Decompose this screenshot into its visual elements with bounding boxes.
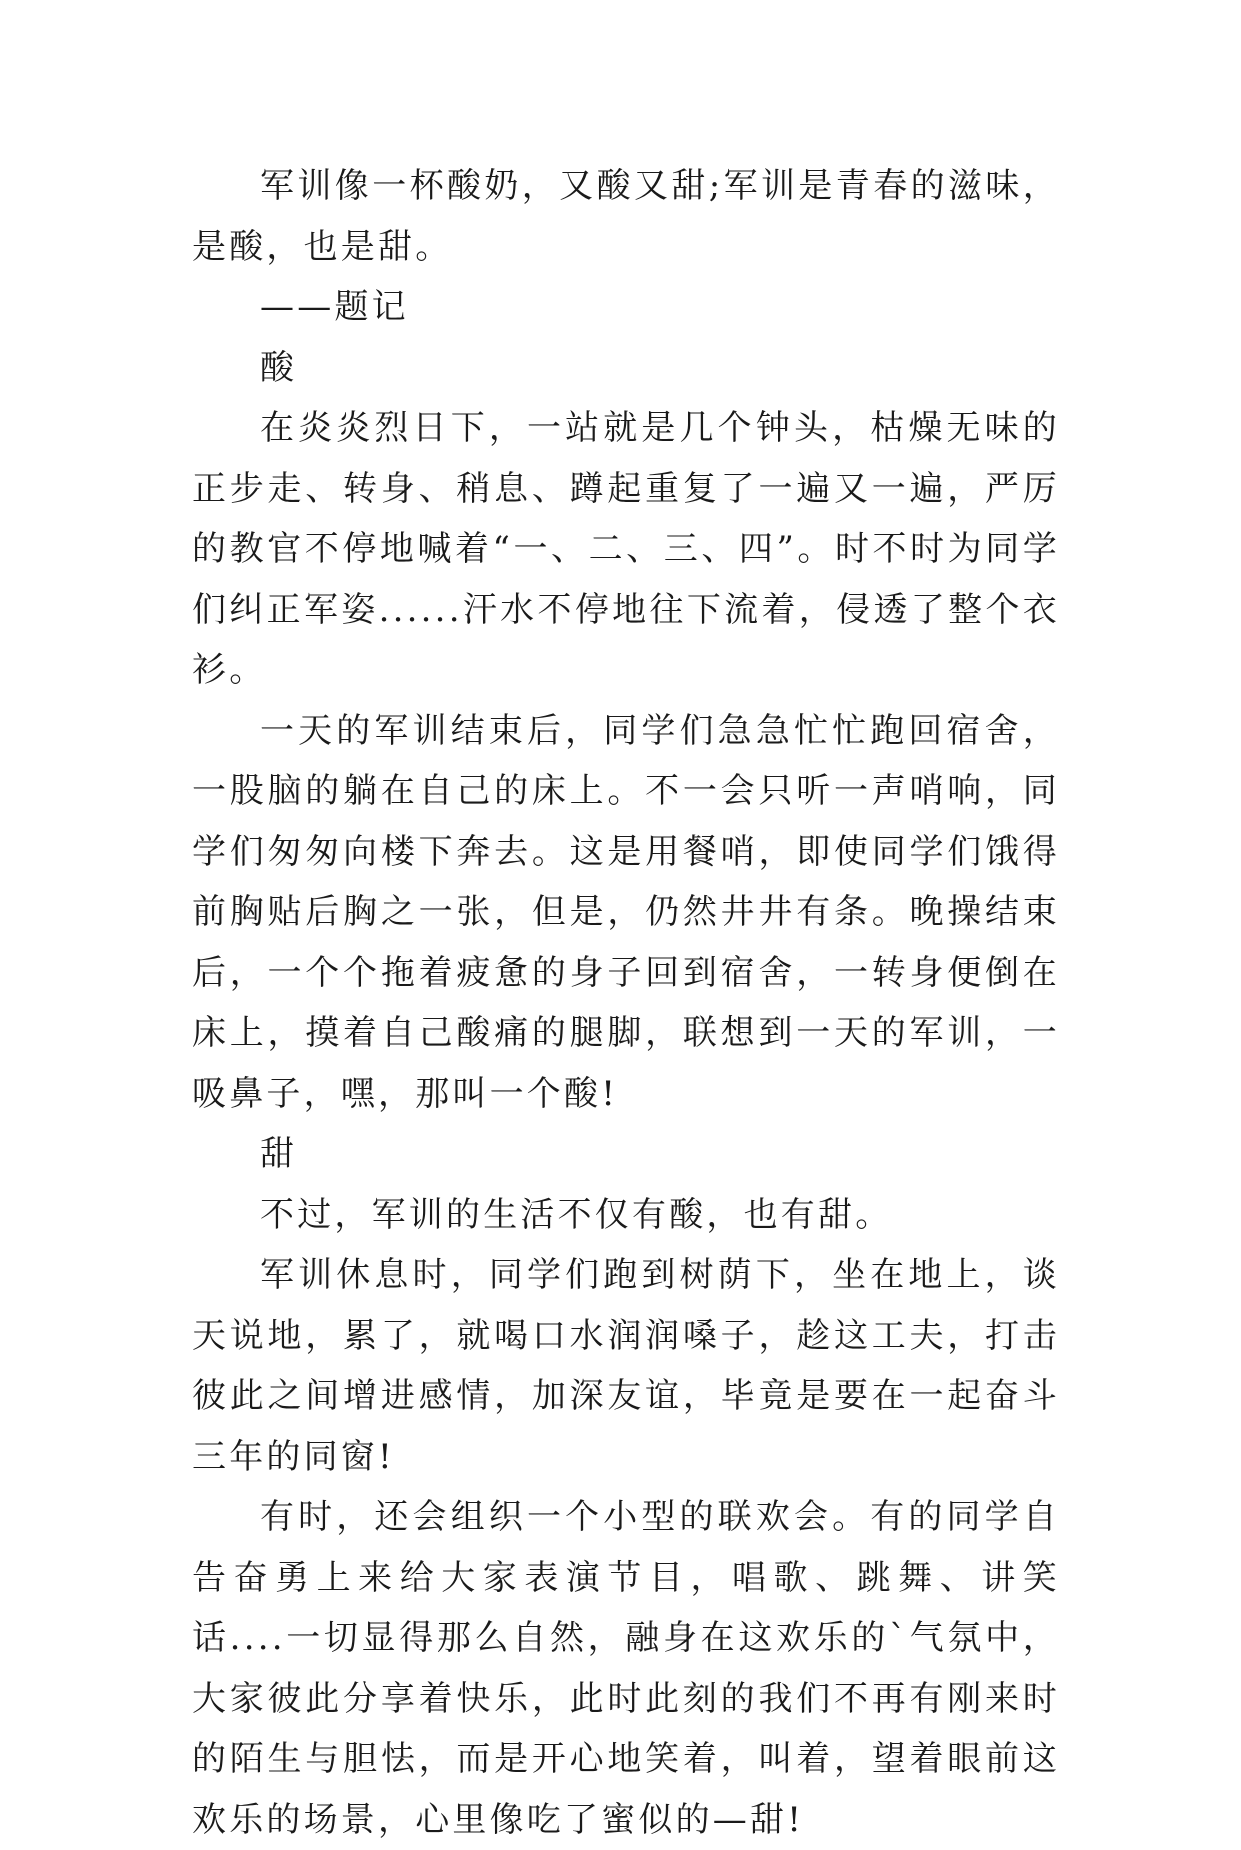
- section-heading-sour: 酸: [260, 347, 298, 388]
- body-paragraph: 军训休息时，同学们跑到树荫下，坐在地上，谈天说地，累了，就喝口水润润嗓子，趁这工夫，打击彼此之间增进感情，加深友谊，毕竟是要在一起奋斗三年的同窗!: [192, 1255, 1060, 1477]
- body-paragraph: 一天的军训结束后，同学们急急忙忙跑回宿舍，一股脑的躺在自己的床上。不一会只听一声哨响，同学们匆匆向楼下奔去。这是用餐哨，即使同学们饿得前胸贴后胸之一张，但是，仍然井井有条。晚操结束后，一个个拖着疲惫的身子回到宿舍，一转身便倒在床上，摸着自己酸痛的腿脚，联想到一天的军训，一吸鼻子，嘿，那叫一个酸!: [192, 710, 1060, 1114]
- epigraph-attribution: ——题记: [260, 287, 409, 327]
- body-paragraph: 在炎炎烈日下，一站就是几个钟头，枯燥无味的正步走、转身、稍息、蹲起重复了一遍又一遍，严厉的教官不停地喊着“一、二、三、四”。时不时为同学们纠正军姿......汗水不停地往下流着，侵透了整个衣衫。: [192, 408, 1060, 690]
- body-paragraph: 不过，军训的生活不仅有酸，也有甜。: [260, 1194, 893, 1235]
- section-heading-sweet: 甜: [260, 1134, 298, 1174]
- intro-paragraph: 军训像一杯酸奶，又酸又甜;军训是青春的滋味，是酸，也是甜。: [192, 166, 1060, 267]
- document-page: [192, 156, 1060, 1850]
- body-paragraph: 有时，还会组织一个小型的联欢会。有的同学自告奋勇上来给大家表演节目，唱歌、跳舞、讲笑话....一切显得那么自然，融身在这欢乐的`气氛中，大家彼此分享着快乐，此时此刻的我们不再有刚来时的陌生与胆怯，而是开心地笑着，叫着，望着眼前这欢乐的场景，心里像吃了蜜似的—甜!: [192, 1497, 1060, 1840]
